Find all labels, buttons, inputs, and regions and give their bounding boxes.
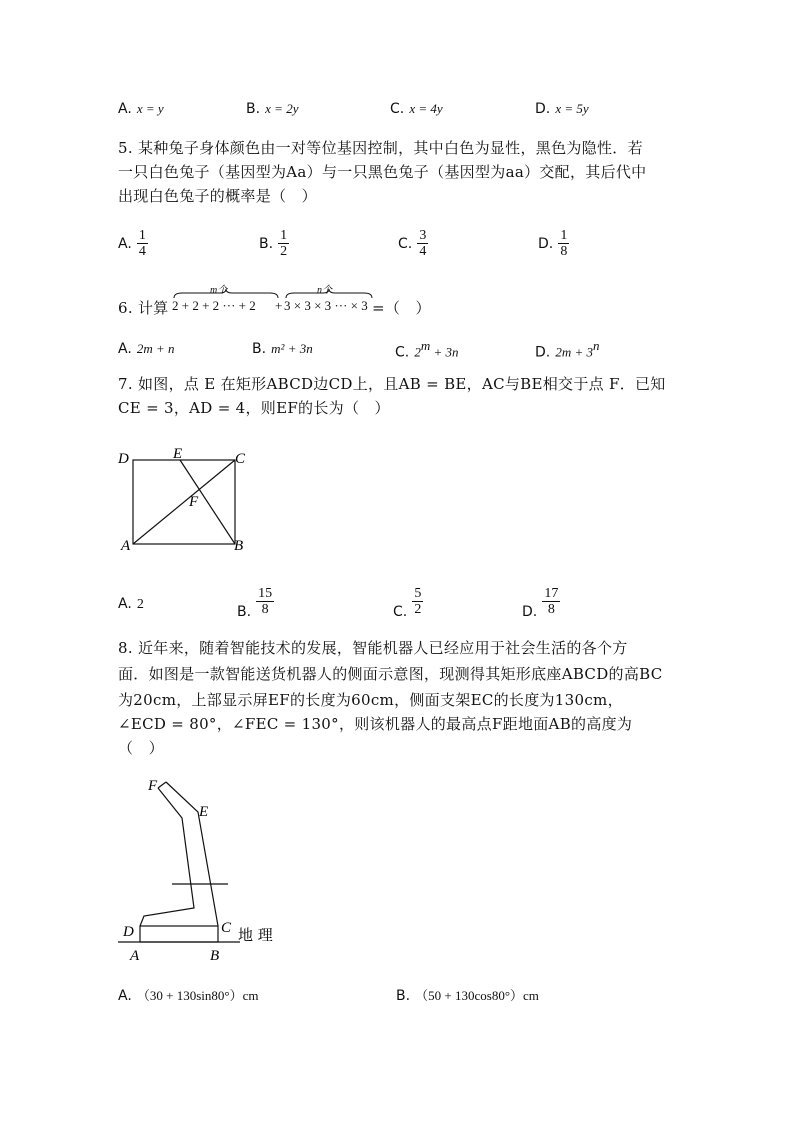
q8-label-b: B [210,948,220,964]
q6-option-a: A. 2m + n [118,341,175,357]
q5-line-2: 一只白色兔子（基因型为Aa）与一只黑色兔子（基因型为aa）交配，其后代中 [118,163,647,181]
q5-option-c: C. $\frac{3}{4}$ [398,228,427,259]
q8-label-f: F [148,778,158,794]
q6-brace2-expr: 3 × 3 × 3 ··· × 3 [284,298,368,313]
fraction: $\frac{3}{4}$ [419,228,427,259]
q4-option-b: B. x = 2y [246,101,299,117]
fraction: $\frac{1}{8}$ [560,228,568,259]
q8-label-a: A [130,948,140,964]
q7-label-d: D [118,451,129,467]
q6-plus: + [275,298,283,313]
fraction: $\frac{1}{4}$ [138,228,146,259]
q5-option-d: D. $\frac{1}{8}$ [538,228,568,259]
q8-robot-figure [112,770,292,966]
q8-option-a: A. （30 + 130sin80°）cm [118,988,259,1004]
q7-label-e: E [173,446,183,462]
q7-option-d: D. $\frac{17}{8}$ [522,586,559,620]
q7-option-c: C. $\frac{5}{2}$ [393,586,422,620]
q5-line-3: 出现白色兔子的概率是（ ） [118,187,317,205]
q8-line-5: （ ） [118,739,164,757]
q8-label-c: C [221,920,232,936]
q6-option-b: B. m² + 3n [252,341,313,357]
q6-option-d: D. $2m + 3^n$ [535,338,600,361]
q6-brace1-expr: 2 + 2 + 2 ··· + 2 [172,298,256,313]
q7-line-1: 7. 如图，点 E 在矩形ABCD边CD上，且AB = BE，AC与BE相交于点 F．已知 [118,375,666,393]
q8-line-4: ∠ECD = 80°，∠FEC = 130°，则该机器人的最高点F距地面AB的高度为 [118,715,633,733]
q6-option-c: C. $2^m + 3n$ [395,338,459,361]
fraction: $\frac{15}{8}$ [258,586,273,617]
q7-line-2: CE = 3，AD = 4，则EF的长为（ ） [118,399,390,417]
q7-label-b: B [234,538,244,554]
q6-prefix: 6. 计算 [118,299,169,317]
q8-label-d: D [123,924,134,940]
q7-option-a: A. 2 [118,596,144,612]
q8-option-b: B. （50 + 130cos80°）cm [396,988,539,1004]
q5-line-1: 5. 某种兔子身体颜色由一对等位基因控制，其中白色为显性，黑色为隐性．若 [118,139,643,157]
q5-option-b: B. $\frac{1}{2}$ [259,228,288,259]
q4-option-d: D. x = 5y [535,101,589,117]
fraction: $\frac{5}{2}$ [414,586,422,617]
q8-line-3: 为20cm，上部显示屏EF的长度为60cm，侧面支架EC的长度为130cm， [118,691,623,709]
q7-label-f: F [189,494,199,510]
q4-option-c: C. x = 4y [390,101,443,117]
q6-suffix: =（ ） [372,299,431,317]
q4-option-a: A. x = y [118,101,164,117]
q7-label-c: C [235,451,246,467]
q8-line-1: 8. 近年来，随着智能技术的发展，智能机器人已经应用于社会生活的各个方 [118,639,628,657]
q8-label-e: E [199,804,209,820]
q7-label-a: A [121,538,131,554]
fraction: $\frac{1}{2}$ [280,228,288,259]
q6-brace1-label: m个 [210,285,228,296]
q6-brace2-label: n个 [317,285,332,296]
fraction: $\frac{17}{8}$ [544,586,559,617]
q7-option-b: B. $\frac{15}{8}$ [237,586,273,620]
q5-option-a: A. $\frac{1}{4}$ [118,228,146,259]
q7-rectangle-figure [112,444,262,556]
q8-ground-label: 地 理 [238,926,273,944]
q8-line-2: 面．如图是一款智能送货机器人的侧面示意图，现测得其矩形底座ABCD的高BC [118,665,663,683]
